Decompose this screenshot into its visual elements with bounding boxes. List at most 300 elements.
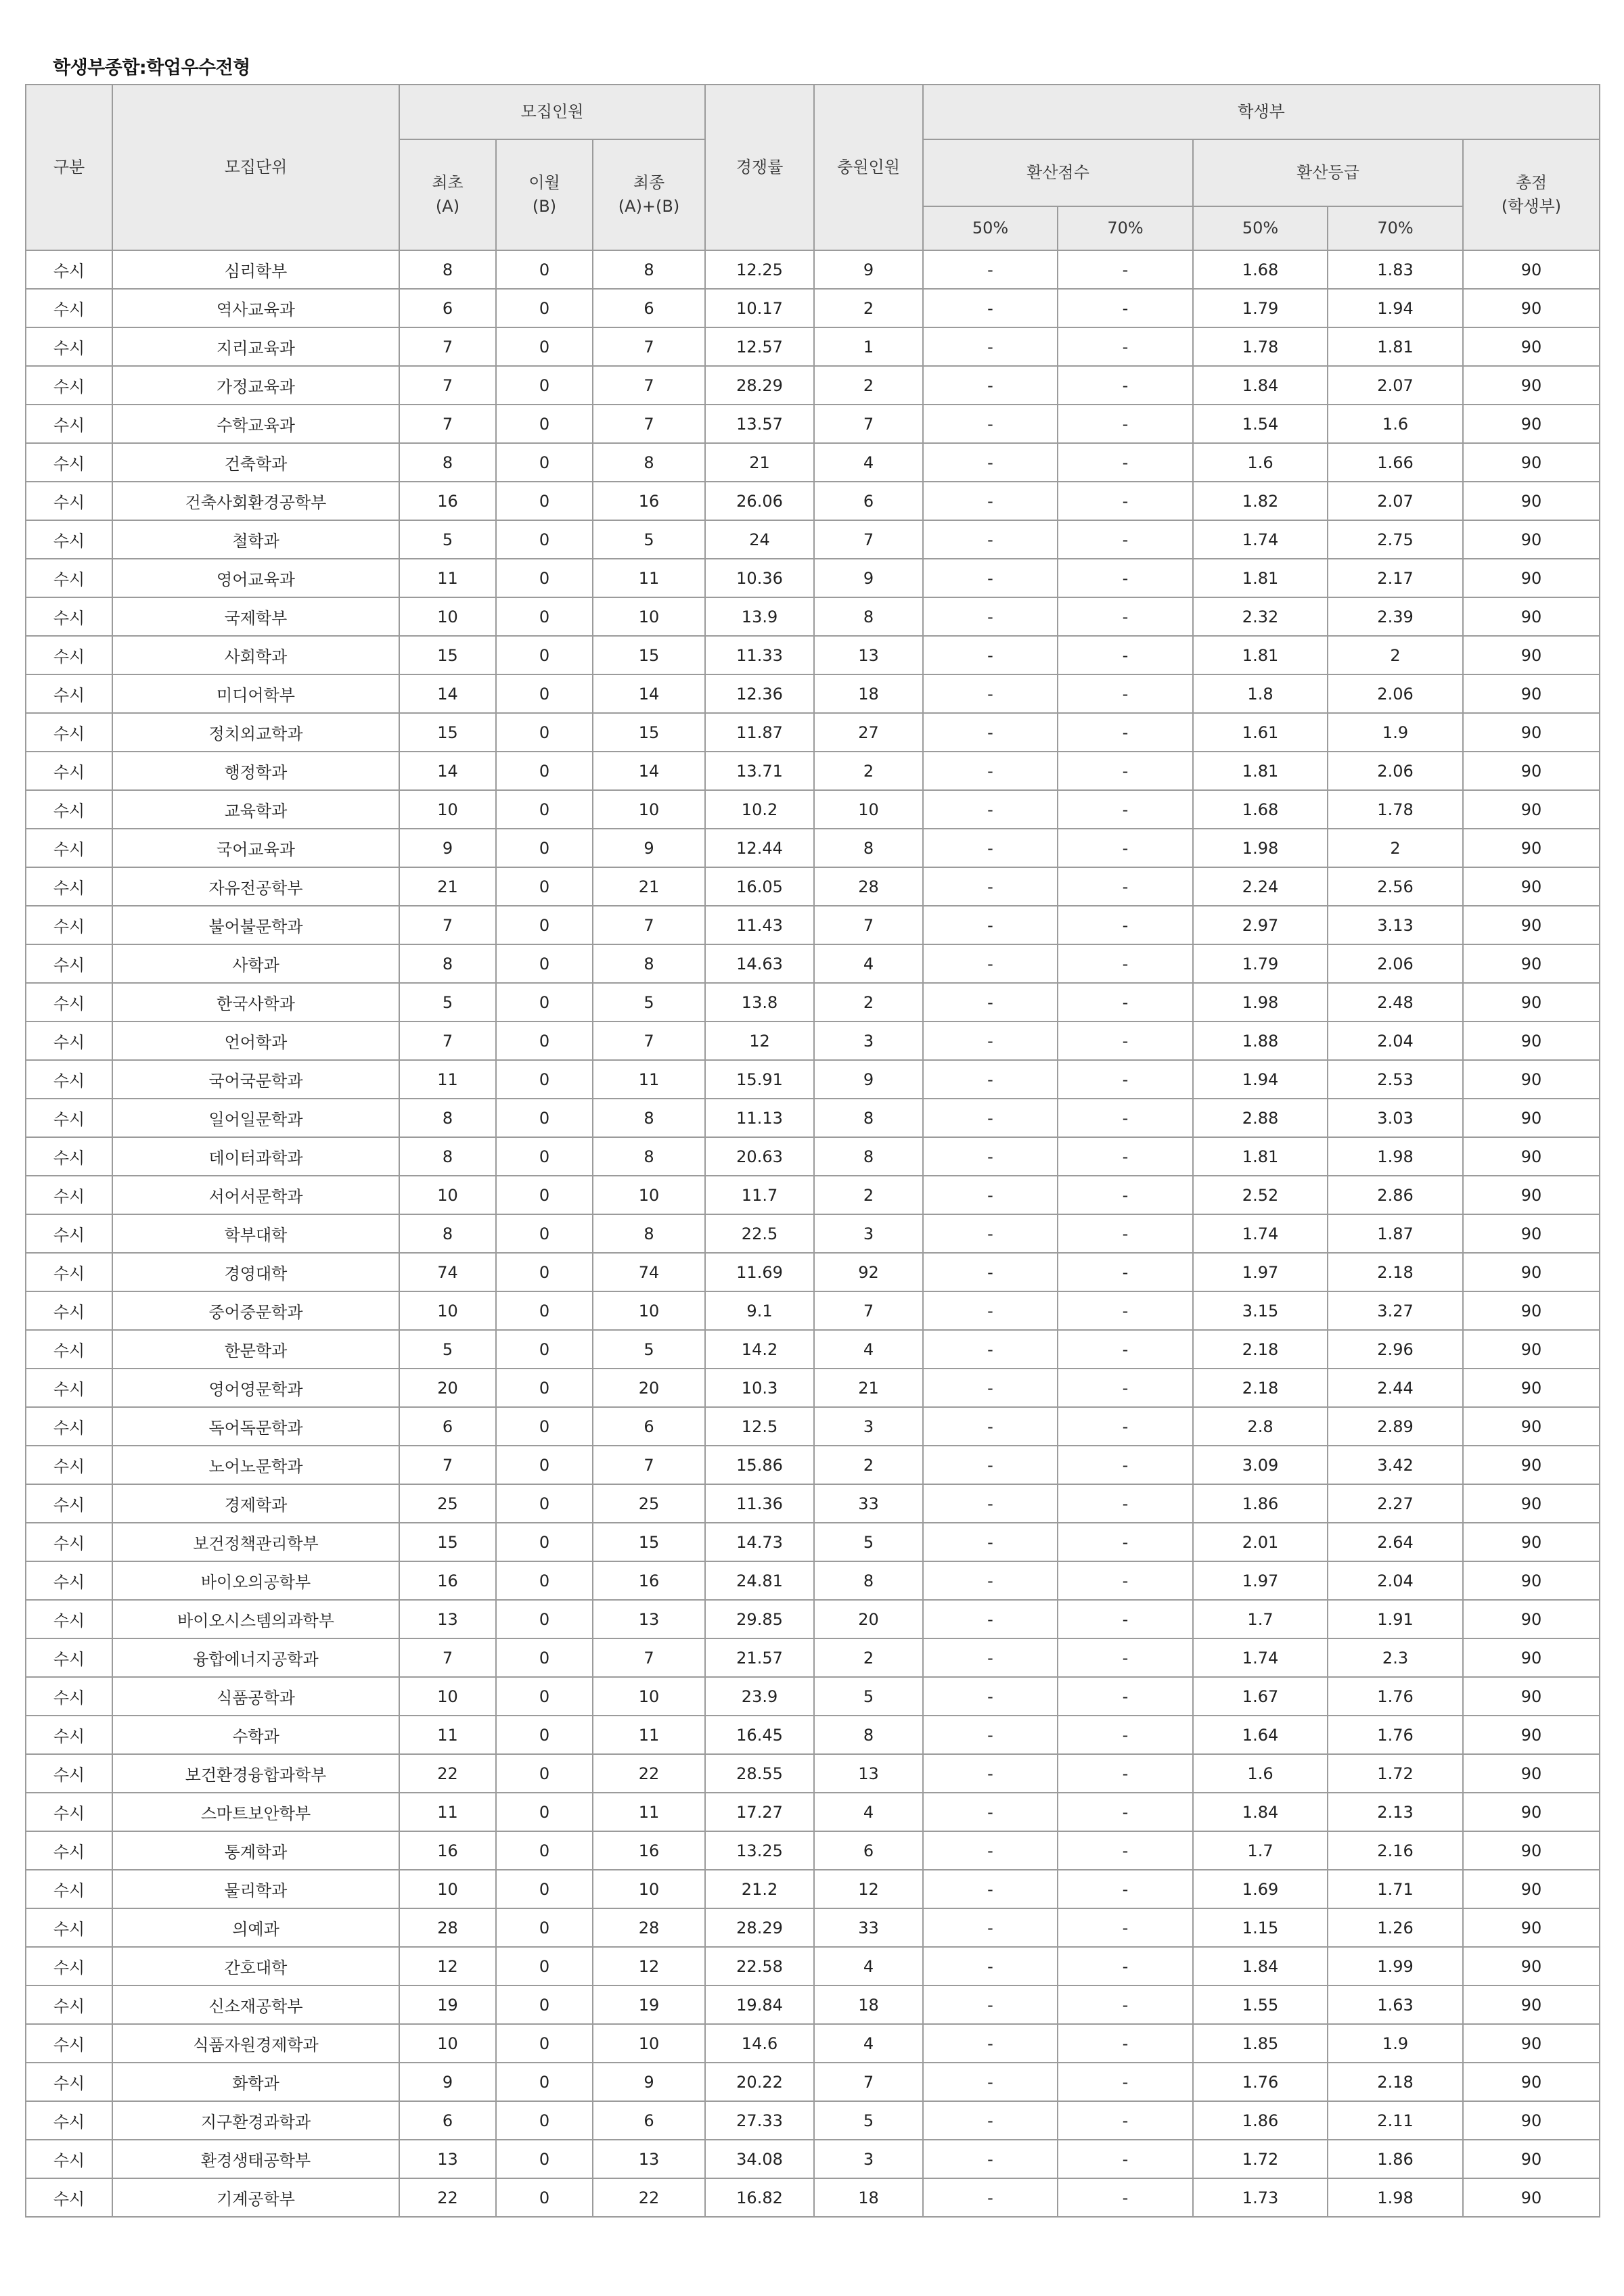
cell-total: 90 — [1463, 1369, 1600, 1407]
cell-competition: 22.5 — [705, 1214, 814, 1253]
cell-competition: 13.9 — [705, 597, 814, 636]
cell-carryover: 0 — [496, 829, 593, 867]
cell-score-70: - — [1058, 752, 1193, 790]
cell-grade-50: 1.68 — [1193, 790, 1328, 829]
cell-additional: 4 — [814, 443, 923, 482]
cell-final: 8 — [593, 443, 705, 482]
table-row — [26, 559, 1600, 597]
cell-final: 5 — [593, 983, 705, 1021]
table-row — [26, 2101, 1600, 2140]
cell-unit: 불어불문학과 — [112, 906, 399, 944]
cell-grade-50: 1.54 — [1193, 405, 1328, 443]
cell-carryover: 0 — [496, 2024, 593, 2063]
cell-score-50: - — [923, 1330, 1058, 1369]
cell-score-50: - — [923, 906, 1058, 944]
cell-unit: 중어중문학과 — [112, 1291, 399, 1330]
cell-category: 수시 — [26, 2063, 112, 2101]
cell-competition: 22.58 — [705, 1947, 814, 1985]
cell-score-70: - — [1058, 1677, 1193, 1716]
cell-grade-50: 1.78 — [1193, 327, 1328, 366]
table-row — [26, 1947, 1600, 1985]
cell-final: 8 — [593, 250, 705, 289]
cell-unit: 국제학부 — [112, 597, 399, 636]
cell-final: 14 — [593, 752, 705, 790]
cell-unit: 수학과 — [112, 1716, 399, 1754]
cell-grade-70: 2 — [1328, 636, 1463, 674]
cell-additional: 8 — [814, 1561, 923, 1600]
cell-initial: 7 — [399, 327, 496, 366]
cell-additional: 2 — [814, 366, 923, 405]
cell-total: 90 — [1463, 1793, 1600, 1831]
cell-category: 수시 — [26, 674, 112, 713]
cell-score-70: - — [1058, 1523, 1193, 1561]
cell-grade-70: 1.6 — [1328, 405, 1463, 443]
cell-final: 10 — [593, 597, 705, 636]
cell-category: 수시 — [26, 1137, 112, 1176]
cell-grade-70: 1.9 — [1328, 713, 1463, 752]
cell-grade-50: 2.52 — [1193, 1176, 1328, 1214]
table-row — [26, 2140, 1600, 2178]
header-initial-label: 최초 — [432, 173, 464, 193]
cell-initial: 14 — [399, 674, 496, 713]
cell-score-50: - — [923, 559, 1058, 597]
cell-grade-50: 1.74 — [1193, 1214, 1328, 1253]
cell-carryover: 0 — [496, 1446, 593, 1484]
cell-grade-70: 3.13 — [1328, 906, 1463, 944]
cell-carryover: 0 — [496, 1291, 593, 1330]
cell-initial: 10 — [399, 790, 496, 829]
cell-unit: 스마트보안학부 — [112, 1793, 399, 1831]
admission-results-table — [25, 84, 1600, 2218]
cell-score-50: - — [923, 1369, 1058, 1407]
cell-additional: 12 — [814, 1870, 923, 1908]
cell-competition: 11.36 — [705, 1484, 814, 1523]
cell-score-70: - — [1058, 1137, 1193, 1176]
cell-grade-70: 1.81 — [1328, 327, 1463, 366]
cell-carryover: 0 — [496, 713, 593, 752]
cell-additional: 8 — [814, 1099, 923, 1137]
cell-grade-70: 1.87 — [1328, 1214, 1463, 1253]
cell-competition: 14.2 — [705, 1330, 814, 1369]
cell-score-50: - — [923, 1638, 1058, 1677]
cell-final: 9 — [593, 2063, 705, 2101]
cell-additional: 18 — [814, 674, 923, 713]
page-title: 학생부종합:학업우수전형 — [53, 58, 250, 78]
cell-carryover: 0 — [496, 1369, 593, 1407]
cell-final: 14 — [593, 674, 705, 713]
cell-total: 90 — [1463, 1985, 1600, 2024]
cell-category: 수시 — [26, 1330, 112, 1369]
cell-category: 수시 — [26, 713, 112, 752]
cell-score-70: - — [1058, 1407, 1193, 1446]
cell-unit: 식품자원경제학과 — [112, 2024, 399, 2063]
header-total-label: 총점 — [1515, 173, 1548, 193]
cell-additional: 4 — [814, 1793, 923, 1831]
cell-final: 12 — [593, 1947, 705, 1985]
cell-initial: 9 — [399, 829, 496, 867]
cell-initial: 10 — [399, 1176, 496, 1214]
cell-grade-70: 2.06 — [1328, 944, 1463, 983]
cell-grade-50: 1.85 — [1193, 2024, 1328, 2063]
cell-additional: 33 — [814, 1484, 923, 1523]
cell-score-50: - — [923, 2101, 1058, 2140]
cell-grade-50: 1.6 — [1193, 1754, 1328, 1793]
cell-unit: 수학교육과 — [112, 405, 399, 443]
cell-final: 11 — [593, 1060, 705, 1099]
cell-initial: 5 — [399, 520, 496, 559]
cell-grade-50: 2.97 — [1193, 906, 1328, 944]
table-row — [26, 2178, 1600, 2217]
cell-score-70: - — [1058, 983, 1193, 1021]
cell-score-50: - — [923, 752, 1058, 790]
table-row — [26, 1561, 1600, 1600]
cell-final: 7 — [593, 1446, 705, 1484]
cell-final: 10 — [593, 1291, 705, 1330]
header-initial-note: (A) — [435, 197, 460, 216]
cell-score-70: - — [1058, 1484, 1193, 1523]
cell-score-70: - — [1058, 1831, 1193, 1870]
cell-competition: 10.36 — [705, 559, 814, 597]
cell-score-70: - — [1058, 1870, 1193, 1908]
cell-competition: 29.85 — [705, 1600, 814, 1638]
cell-grade-70: 1.83 — [1328, 250, 1463, 289]
cell-unit: 국어국문학과 — [112, 1060, 399, 1099]
cell-total: 90 — [1463, 713, 1600, 752]
cell-carryover: 0 — [496, 405, 593, 443]
cell-initial: 13 — [399, 1600, 496, 1638]
cell-additional: 13 — [814, 636, 923, 674]
cell-score-50: - — [923, 520, 1058, 559]
cell-unit: 경영대학 — [112, 1253, 399, 1291]
cell-grade-70: 2.18 — [1328, 1253, 1463, 1291]
cell-final: 7 — [593, 366, 705, 405]
cell-carryover: 0 — [496, 1407, 593, 1446]
cell-score-70: - — [1058, 289, 1193, 327]
cell-final: 20 — [593, 1369, 705, 1407]
table-row — [26, 1523, 1600, 1561]
table-row — [26, 829, 1600, 867]
cell-carryover: 0 — [496, 250, 593, 289]
cell-unit: 서어서문학과 — [112, 1176, 399, 1214]
cell-final: 6 — [593, 289, 705, 327]
cell-total: 90 — [1463, 2063, 1600, 2101]
cell-category: 수시 — [26, 2101, 112, 2140]
cell-initial: 7 — [399, 405, 496, 443]
cell-competition: 11.33 — [705, 636, 814, 674]
cell-competition: 10.2 — [705, 790, 814, 829]
cell-competition: 14.6 — [705, 2024, 814, 2063]
table-row — [26, 2024, 1600, 2063]
cell-additional: 3 — [814, 1407, 923, 1446]
cell-carryover: 0 — [496, 482, 593, 520]
cell-total: 90 — [1463, 752, 1600, 790]
cell-score-70: - — [1058, 1291, 1193, 1330]
table-row — [26, 1291, 1600, 1330]
cell-final: 10 — [593, 2024, 705, 2063]
cell-total: 90 — [1463, 906, 1600, 944]
cell-grade-50: 1.74 — [1193, 1638, 1328, 1677]
cell-score-70: - — [1058, 636, 1193, 674]
cell-unit: 독어독문학과 — [112, 1407, 399, 1446]
cell-score-70: - — [1058, 327, 1193, 366]
cell-score-50: - — [923, 867, 1058, 906]
table-row — [26, 1214, 1600, 1253]
cell-score-50: - — [923, 250, 1058, 289]
cell-grade-70: 1.91 — [1328, 1600, 1463, 1638]
cell-competition: 21 — [705, 443, 814, 482]
cell-score-70: - — [1058, 2178, 1193, 2217]
cell-final: 7 — [593, 405, 705, 443]
cell-grade-50: 2.8 — [1193, 1407, 1328, 1446]
cell-final: 10 — [593, 1677, 705, 1716]
cell-total: 90 — [1463, 597, 1600, 636]
cell-carryover: 0 — [496, 1831, 593, 1870]
cell-score-50: - — [923, 1137, 1058, 1176]
cell-score-70: - — [1058, 1600, 1193, 1638]
cell-unit: 가정교육과 — [112, 366, 399, 405]
cell-total: 90 — [1463, 674, 1600, 713]
cell-initial: 21 — [399, 867, 496, 906]
cell-competition: 26.06 — [705, 482, 814, 520]
cell-unit: 언어학과 — [112, 1021, 399, 1060]
cell-total: 90 — [1463, 1330, 1600, 1369]
table-row — [26, 867, 1600, 906]
cell-initial: 8 — [399, 250, 496, 289]
cell-final: 19 — [593, 1985, 705, 2024]
cell-total: 90 — [1463, 443, 1600, 482]
cell-score-50: - — [923, 1253, 1058, 1291]
cell-grade-70: 2 — [1328, 829, 1463, 867]
cell-total: 90 — [1463, 1060, 1600, 1099]
cell-score-70: - — [1058, 2101, 1193, 2140]
cell-initial: 6 — [399, 2101, 496, 2140]
cell-unit: 보건정책관리학부 — [112, 1523, 399, 1561]
table-row — [26, 1908, 1600, 1947]
cell-grade-50: 1.61 — [1193, 713, 1328, 752]
cell-unit: 영어교육과 — [112, 559, 399, 597]
cell-initial: 10 — [399, 1291, 496, 1330]
cell-category: 수시 — [26, 752, 112, 790]
cell-grade-50: 1.7 — [1193, 1600, 1328, 1638]
cell-grade-50: 1.73 — [1193, 2178, 1328, 2217]
table-row — [26, 790, 1600, 829]
cell-competition: 15.91 — [705, 1060, 814, 1099]
cell-carryover: 0 — [496, 2140, 593, 2178]
cell-grade-50: 1.81 — [1193, 1137, 1328, 1176]
cell-carryover: 0 — [496, 2178, 593, 2217]
cell-final: 15 — [593, 1523, 705, 1561]
cell-score-70: - — [1058, 1716, 1193, 1754]
cell-competition: 11.43 — [705, 906, 814, 944]
cell-competition: 20.63 — [705, 1137, 814, 1176]
cell-total: 90 — [1463, 559, 1600, 597]
cell-initial: 9 — [399, 2063, 496, 2101]
header-unit: 모집단위 — [112, 85, 399, 250]
cell-grade-50: 1.79 — [1193, 289, 1328, 327]
cell-unit: 간호대학 — [112, 1947, 399, 1985]
cell-category: 수시 — [26, 1253, 112, 1291]
cell-score-50: - — [923, 1947, 1058, 1985]
cell-carryover: 0 — [496, 1677, 593, 1716]
cell-initial: 15 — [399, 713, 496, 752]
cell-carryover: 0 — [496, 1638, 593, 1677]
table-row — [26, 1677, 1600, 1716]
table-row — [26, 1716, 1600, 1754]
cell-unit: 물리학과 — [112, 1870, 399, 1908]
cell-unit: 자유전공학부 — [112, 867, 399, 906]
cell-score-70: - — [1058, 2063, 1193, 2101]
cell-grade-70: 2.75 — [1328, 520, 1463, 559]
cell-additional: 18 — [814, 1985, 923, 2024]
cell-carryover: 0 — [496, 867, 593, 906]
cell-additional: 6 — [814, 482, 923, 520]
cell-final: 7 — [593, 1021, 705, 1060]
cell-category: 수시 — [26, 1484, 112, 1523]
table-row — [26, 1793, 1600, 1831]
header-final-label: 최종 — [633, 173, 665, 193]
cell-initial: 6 — [399, 289, 496, 327]
cell-category: 수시 — [26, 2140, 112, 2178]
cell-score-70: - — [1058, 1060, 1193, 1099]
cell-score-70: - — [1058, 1985, 1193, 2024]
cell-initial: 11 — [399, 1793, 496, 1831]
header-category: 구분 — [26, 85, 112, 250]
cell-unit: 사학과 — [112, 944, 399, 983]
cell-score-50: - — [923, 443, 1058, 482]
cell-score-50: - — [923, 1754, 1058, 1793]
cell-unit: 신소재공학부 — [112, 1985, 399, 2024]
cell-grade-50: 1.98 — [1193, 983, 1328, 1021]
cell-score-50: - — [923, 2024, 1058, 2063]
cell-total: 90 — [1463, 1677, 1600, 1716]
cell-score-50: - — [923, 1985, 1058, 2024]
cell-initial: 7 — [399, 906, 496, 944]
cell-category: 수시 — [26, 366, 112, 405]
header-final — [593, 139, 705, 250]
cell-total: 90 — [1463, 520, 1600, 559]
cell-category: 수시 — [26, 1407, 112, 1446]
cell-additional: 8 — [814, 1137, 923, 1176]
cell-initial: 11 — [399, 1716, 496, 1754]
cell-grade-50: 2.01 — [1193, 1523, 1328, 1561]
cell-score-50: - — [923, 2063, 1058, 2101]
cell-score-50: - — [923, 597, 1058, 636]
cell-category: 수시 — [26, 983, 112, 1021]
cell-unit: 미디어학부 — [112, 674, 399, 713]
cell-category: 수시 — [26, 2024, 112, 2063]
cell-score-50: - — [923, 2178, 1058, 2217]
cell-additional: 20 — [814, 1600, 923, 1638]
table-body — [26, 250, 1600, 2217]
cell-carryover: 0 — [496, 1099, 593, 1137]
cell-carryover: 0 — [496, 1021, 593, 1060]
cell-initial: 7 — [399, 1446, 496, 1484]
cell-category: 수시 — [26, 1908, 112, 1947]
cell-final: 8 — [593, 1214, 705, 1253]
cell-final: 16 — [593, 1831, 705, 1870]
cell-grade-70: 2.89 — [1328, 1407, 1463, 1446]
table-row — [26, 1638, 1600, 1677]
cell-score-70: - — [1058, 829, 1193, 867]
cell-grade-50: 1.88 — [1193, 1021, 1328, 1060]
table-row — [26, 1330, 1600, 1369]
cell-grade-50: 1.81 — [1193, 752, 1328, 790]
cell-unit: 사회학과 — [112, 636, 399, 674]
cell-unit: 노어노문학과 — [112, 1446, 399, 1484]
cell-grade-70: 2.07 — [1328, 366, 1463, 405]
cell-grade-70: 1.72 — [1328, 1754, 1463, 1793]
cell-unit: 철학과 — [112, 520, 399, 559]
cell-additional: 4 — [814, 2024, 923, 2063]
cell-score-50: - — [923, 366, 1058, 405]
cell-grade-70: 1.76 — [1328, 1677, 1463, 1716]
cell-final: 7 — [593, 1638, 705, 1677]
cell-carryover: 0 — [496, 289, 593, 327]
table-row — [26, 752, 1600, 790]
cell-total: 90 — [1463, 1137, 1600, 1176]
cell-grade-70: 2.13 — [1328, 1793, 1463, 1831]
cell-competition: 28.55 — [705, 1754, 814, 1793]
table-header — [26, 85, 1600, 250]
cell-carryover: 0 — [496, 906, 593, 944]
cell-competition: 14.73 — [705, 1523, 814, 1561]
table-row — [26, 906, 1600, 944]
cell-score-70: - — [1058, 559, 1193, 597]
cell-total: 90 — [1463, 1600, 1600, 1638]
cell-unit: 한문학과 — [112, 1330, 399, 1369]
cell-initial: 8 — [399, 944, 496, 983]
cell-total: 90 — [1463, 790, 1600, 829]
cell-carryover: 0 — [496, 944, 593, 983]
cell-score-50: - — [923, 1060, 1058, 1099]
cell-unit: 한국사학과 — [112, 983, 399, 1021]
cell-initial: 5 — [399, 983, 496, 1021]
cell-additional: 2 — [814, 983, 923, 1021]
cell-score-70: - — [1058, 1253, 1193, 1291]
cell-score-70: - — [1058, 790, 1193, 829]
cell-additional: 6 — [814, 1831, 923, 1870]
cell-score-70: - — [1058, 1099, 1193, 1137]
cell-initial: 22 — [399, 1754, 496, 1793]
cell-grade-70: 2.48 — [1328, 983, 1463, 1021]
cell-carryover: 0 — [496, 1484, 593, 1523]
cell-category: 수시 — [26, 1446, 112, 1484]
cell-initial: 14 — [399, 752, 496, 790]
cell-grade-50: 1.15 — [1193, 1908, 1328, 1947]
cell-competition: 34.08 — [705, 2140, 814, 2178]
cell-carryover: 0 — [496, 1600, 593, 1638]
cell-unit: 역사교육과 — [112, 289, 399, 327]
cell-additional: 10 — [814, 790, 923, 829]
cell-additional: 9 — [814, 1060, 923, 1099]
cell-total: 90 — [1463, 983, 1600, 1021]
cell-final: 25 — [593, 1484, 705, 1523]
cell-additional: 4 — [814, 944, 923, 983]
cell-category: 수시 — [26, 1600, 112, 1638]
cell-competition: 12 — [705, 1021, 814, 1060]
cell-grade-70: 2.96 — [1328, 1330, 1463, 1369]
cell-total: 90 — [1463, 1831, 1600, 1870]
cell-additional: 2 — [814, 1638, 923, 1677]
cell-additional: 8 — [814, 829, 923, 867]
cell-carryover: 0 — [496, 1253, 593, 1291]
cell-score-70: - — [1058, 674, 1193, 713]
cell-final: 15 — [593, 636, 705, 674]
cell-initial: 16 — [399, 1561, 496, 1600]
cell-total: 90 — [1463, 366, 1600, 405]
cell-carryover: 0 — [496, 1561, 593, 1600]
cell-grade-50: 1.86 — [1193, 2101, 1328, 2140]
